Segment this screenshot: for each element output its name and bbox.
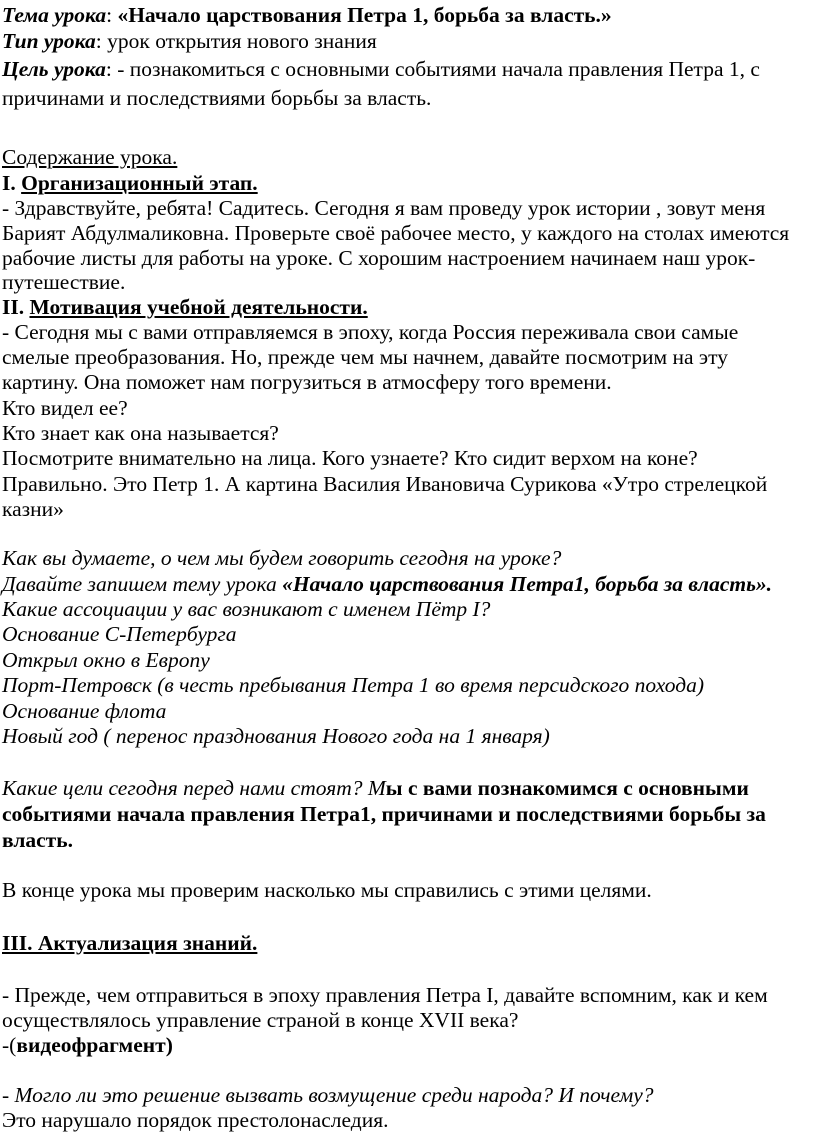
section2-line: Правильно. Это Петр 1. А картина Василия Ивановича Сурикова «Утро стрелецкой (2, 472, 768, 496)
answer-line: Это нарушало порядок престолонаследия. (2, 1108, 389, 1132)
topic-line (2, 3, 612, 27)
section2-heading (2, 295, 368, 319)
section1-line: Барият Абдулмаликовна. Проверьте своё рабочее место, у каждого на столах имеются (2, 221, 790, 245)
video-label: видеофрагмент) (16, 1033, 173, 1057)
section2-line: смелые преобразования. Но, прежде чем мы начнем, давайте посмотрим на эту (2, 345, 728, 369)
goal-separator: : (105, 57, 118, 81)
goals-line (2, 776, 749, 800)
write-topic-prefix: Давайте запишем тему урока (2, 572, 283, 596)
goal-value-2: причинами и последствиями борьбы за власть. (2, 86, 432, 110)
section2-title: Мотивация учебной деятельности. (29, 295, 368, 319)
association-item: Порт-Петровск (в честь пребывания Петра 1 во время персидского похода) (2, 673, 704, 697)
write-topic-title: «Начало царствования Петра1, борьба за власть». (282, 572, 773, 596)
section1-line: - Здравствуйте, ребята! Садитесь. Сегодня я вам проведу урок истории , зовут меня (2, 196, 766, 220)
goals-answer-1: ы с вами познакомимся с основными (385, 776, 749, 800)
section2-line: - Сегодня мы с вами отправляемся в эпоху, когда Россия переживала свои самые (2, 320, 739, 344)
topic-label: Тема урока (2, 3, 107, 27)
goals-question: Какие цели сегодня перед нами стоят? М (2, 776, 386, 800)
section3-line: осуществлялось управление страной в конце XVII века? (2, 1008, 519, 1032)
association-item: Новый год ( перенос празднования Нового года на 1 января) (2, 724, 550, 748)
section2-line: Кто видел ее? (2, 396, 128, 420)
goal-value-1: - познакомиться с основными событиями начала правления Петра 1, с (117, 57, 760, 81)
section2-line: казни» (2, 497, 64, 521)
topic-separator: : (106, 3, 118, 27)
question-dash: - (2, 1083, 15, 1107)
section2-line: Посмотрите внимательно на лица. Кого узнаете? Кто сидит верхом на коне? (2, 446, 698, 470)
type-label: Тип урока (2, 29, 96, 53)
associations-question: Какие ассоциации у вас возникают с именем Пётр I? (2, 597, 491, 621)
video-line (2, 1033, 173, 1057)
section3-heading: III. Актуализация знаний. (2, 931, 258, 955)
section2-line: Кто знает как она называется? (2, 421, 279, 445)
section1-number: I. (2, 171, 22, 195)
question-text: Могло ли это решение вызвать возмущение среди народа? И почему? (14, 1083, 654, 1107)
type-value: урок открытия нового знания (107, 29, 377, 53)
write-topic-line (2, 572, 772, 596)
question-topic: Как вы думаете, о чем мы будем говорить сегодня на уроке? (2, 546, 562, 570)
video-prefix: -( (2, 1033, 17, 1057)
content-title: Содержание урока. (2, 145, 178, 169)
association-item: Основание флота (2, 699, 167, 723)
section2-number: II. (2, 295, 30, 319)
association-item: Открыл окно в Европу (2, 648, 210, 672)
section1-title: Организационный этап. (21, 171, 258, 195)
goals-answer-3: власть. (2, 828, 73, 852)
section1-line: рабочие листы для работы на уроке. С хорошим настроением начинаем наш урок- (2, 246, 756, 270)
section2-line: картину. Она поможет нам погрузиться в атмосферу того времени. (2, 370, 612, 394)
section1-line: путешествие. (2, 270, 126, 294)
goal-line (2, 57, 760, 81)
section3-line: - Прежде, чем отправиться в эпоху правления Петра I, давайте вспомним, как и кем (2, 983, 768, 1007)
association-item: Основание С-Петербурга (2, 622, 237, 646)
goal-label: Цель урока (2, 57, 106, 81)
goals-answer-2: событиями начала правления Петра1, причинами и последствиями борьбы за (2, 802, 766, 826)
type-line (2, 29, 377, 53)
check-goals-line: В конце урока мы проверим насколько мы справились с этими целями. (2, 878, 652, 902)
section1-heading (2, 171, 258, 195)
topic-value: «Начало царствования Петра 1, борьба за власть.» (117, 3, 612, 27)
question-line (2, 1083, 654, 1107)
type-separator: : (95, 29, 108, 53)
